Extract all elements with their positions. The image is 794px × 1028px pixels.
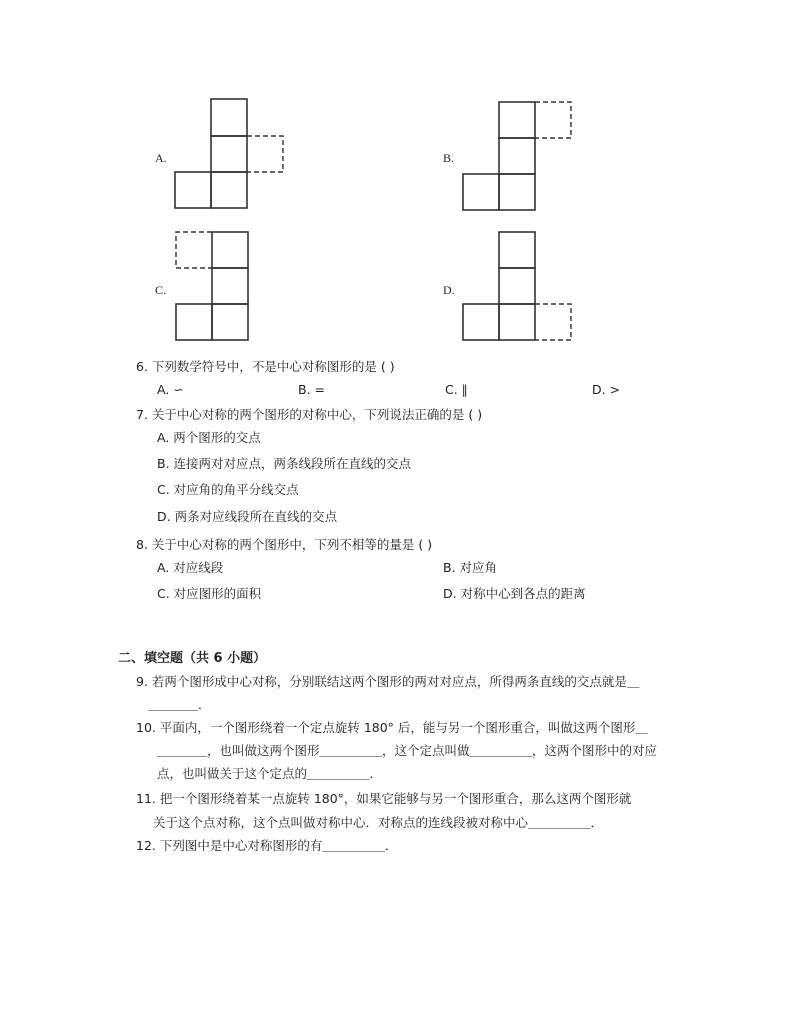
question-11-line-1: 11. 把一个图形绕着某一点旋转 180°，如果它能够与另一个图形重合，那么这两个图形就	[136, 791, 632, 806]
question-9-line-1: 9. 若两个图形成中心对称，分别联结这两个图形的两对对应点，所得两条直线的交点就是＿	[136, 674, 640, 689]
question-9-line-2: ＿＿＿＿．	[148, 697, 211, 712]
question-10-line-2: ＿＿＿＿，也叫做这两个图形＿＿＿＿＿，这个定点叫做＿＿＿＿＿，这两个图形中的对应	[157, 743, 658, 758]
option-b-label: B.	[443, 151, 455, 165]
question-8-option-d: D. 对称中心到各点的距离	[443, 586, 586, 601]
figure-b	[458, 98, 578, 214]
question-6-option-a: A. ∽	[157, 382, 184, 397]
figure-c	[170, 228, 290, 344]
figure-a	[170, 96, 290, 212]
question-7-option-d: D. 两条对应线段所在直线的交点	[157, 509, 338, 524]
question-6-option-b: B. =	[298, 382, 325, 397]
figure-d	[458, 228, 578, 344]
question-6-option-c: C. ∥	[445, 382, 468, 397]
question-10-line-3: 点，也叫做关于这个定点的＿＿＿＿＿．	[157, 766, 383, 781]
question-6-option-d: D. >	[592, 382, 621, 397]
question-7-option-b: B. 连接两对对应点，两条线段所在直线的交点	[157, 456, 412, 471]
question-8-option-c: C. 对应图形的面积	[157, 586, 262, 601]
section-2-title: 二、填空题（共 6 小题）	[118, 651, 267, 666]
question-7-option-a: A. 两个图形的交点	[157, 430, 261, 445]
question-10-line-1: 10. 平面内，一个图形绕着一个定点旋转 180° 后，能与另一个图形重合，叫做这两个图形＿	[136, 720, 648, 735]
question-8-option-b: B. 对应角	[443, 560, 498, 575]
question-6-stem: 6. 下列数学符号中，不是中心对称图形的是 ( )	[136, 359, 395, 374]
option-d-label: D.	[443, 283, 455, 297]
question-7-option-c: C. 对应角的角平分线交点	[157, 482, 299, 497]
question-11-line-2: 关于这个点对称，这个点叫做对称中心．对称点的连线段被对称中心＿＿＿＿＿．	[153, 815, 604, 830]
option-c-label: C.	[155, 283, 167, 297]
option-a-label: A.	[155, 151, 167, 165]
question-7-stem: 7. 关于中心对称的两个图形的对称中心，下列说法正确的是 ( )	[136, 407, 483, 422]
question-8-stem: 8. 关于中心对称的两个图形中，下列不相等的量是 ( )	[136, 537, 433, 552]
question-12-line-1: 12. 下列图中是中心对称图形的有＿＿＿＿＿．	[136, 838, 398, 853]
question-8-option-a: A. 对应线段	[157, 560, 224, 575]
